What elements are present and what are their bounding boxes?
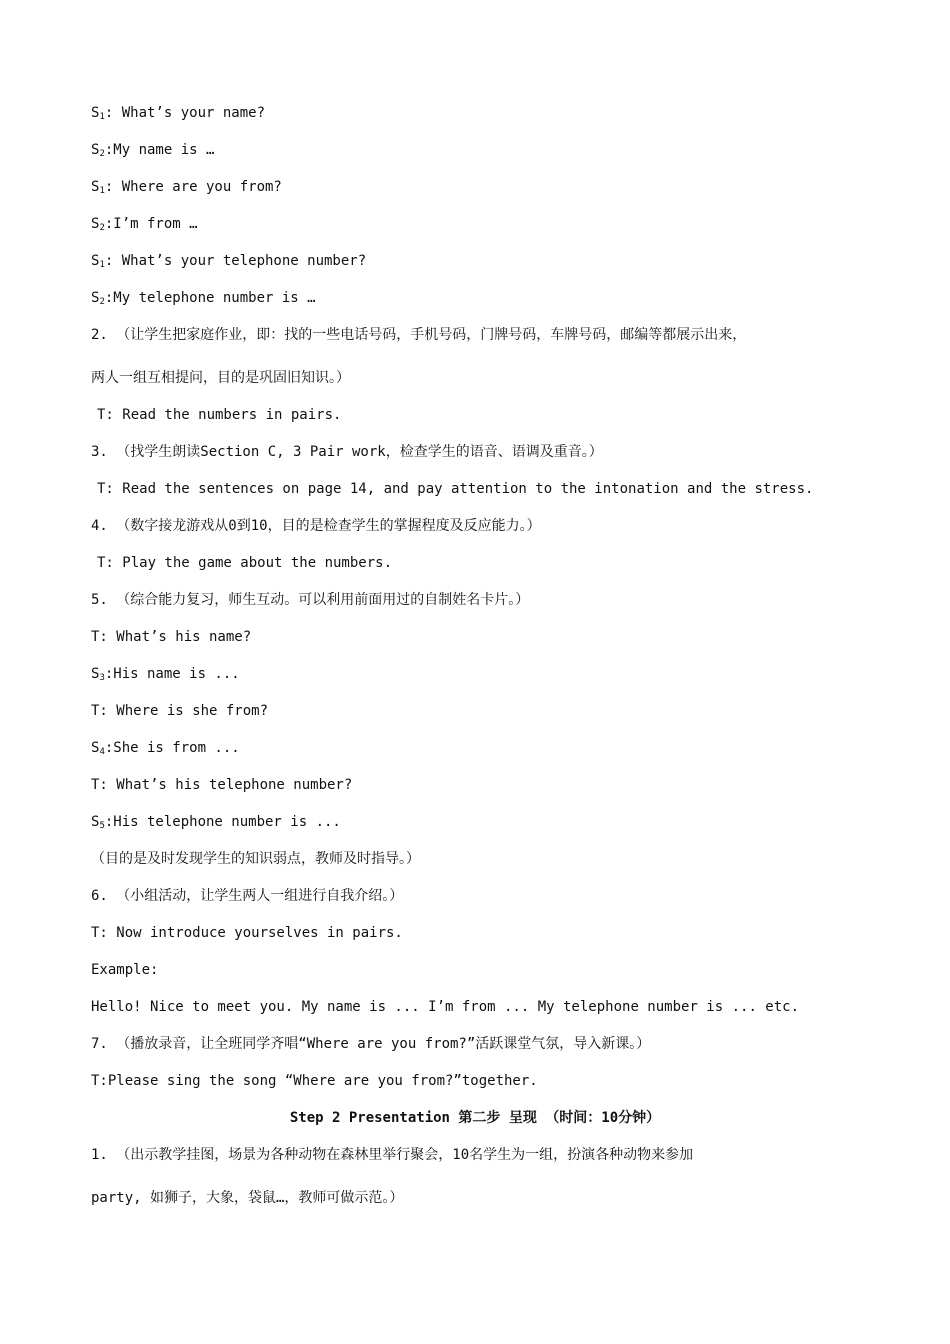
dialogue-line: $S_2:My$ name is … <box>91 142 215 159</box>
dialogue-line: $S_1$: What’s your name? <box>91 105 266 122</box>
dialogue-line: $S_5:His$ telephone number is ... <box>91 814 341 831</box>
step-item: 7. （播放录音，让全班同学齐唱“Where are you from?”活跃课堂气氛，导入新课。） <box>91 1036 651 1052</box>
step-item: 3. （找学生朗读Section C, 3 Pair work，检查学生的语音、语调及重音。） <box>91 444 603 460</box>
teacher-line: T: What’s his telephone number? <box>91 777 353 793</box>
dialogue-line: $S_1$: Where are you from? <box>91 179 282 196</box>
dialogue-line: $S_1$: What’s your telephone number? <box>91 253 367 270</box>
teacher-line: T: What’s his name? <box>91 629 252 645</box>
dialogue-line: $S_2:I’m$ from … <box>91 216 198 233</box>
step-item-continued: 两人一组互相提问，目的是巩固旧知识。） <box>91 370 350 386</box>
step-item: 1. （出示教学挂图，场景为各种动物在森林里举行聚会，10名学生为一组，扮演各种动物来参加 <box>91 1147 694 1163</box>
teacher-line: T: Read the sentences on page 14, and pay attention to the intonation and the stress. <box>97 481 814 497</box>
dialogue-line: $S_4:She$ is from ... <box>91 740 240 757</box>
dialogue-line: $S_3:His$ name is ... <box>91 666 240 683</box>
step-item-continued: party, 如狮子，大象，袋鼠…，教师可做示范。） <box>91 1190 404 1206</box>
example-label: Example: <box>91 962 159 978</box>
step-item: 6. （小组活动，让学生两人一组进行自我介绍。） <box>91 888 404 904</box>
teacher-line: T: Where is she from? <box>91 703 269 719</box>
step-item: 2. （让学生把家庭作业，即：找的一些电话号码，手机号码，门牌号码，车牌号码，邮编等都展示出来， <box>91 327 747 343</box>
note-line: （目的是及时发现学生的知识弱点，教师及时指导。） <box>91 851 420 867</box>
dialogue-line: $S_2:My$ telephone number is … <box>91 290 316 307</box>
teacher-line: T:Please sing the song “Where are you from?”together. <box>91 1073 538 1089</box>
teacher-line: T: Read the numbers in pairs. <box>97 407 342 423</box>
step-item: 4. （数字接龙游戏从0到10，目的是检查学生的掌握程度及反应能力。） <box>91 518 541 534</box>
teacher-line: T: Play the game about the numbers. <box>97 555 393 571</box>
section-title: Step 2 Presentation 第二步 呈现 （时间：10分钟） <box>289 1110 661 1126</box>
step-item: 5. （综合能力复习，师生互动。可以利用前面用过的自制姓名卡片。） <box>91 592 530 608</box>
teacher-line: T: Now introduce yourselves in pairs. <box>91 925 403 941</box>
example-text: Hello! Nice to meet you. My name is ... I’m from ... My telephone number is ... etc. <box>91 999 800 1015</box>
